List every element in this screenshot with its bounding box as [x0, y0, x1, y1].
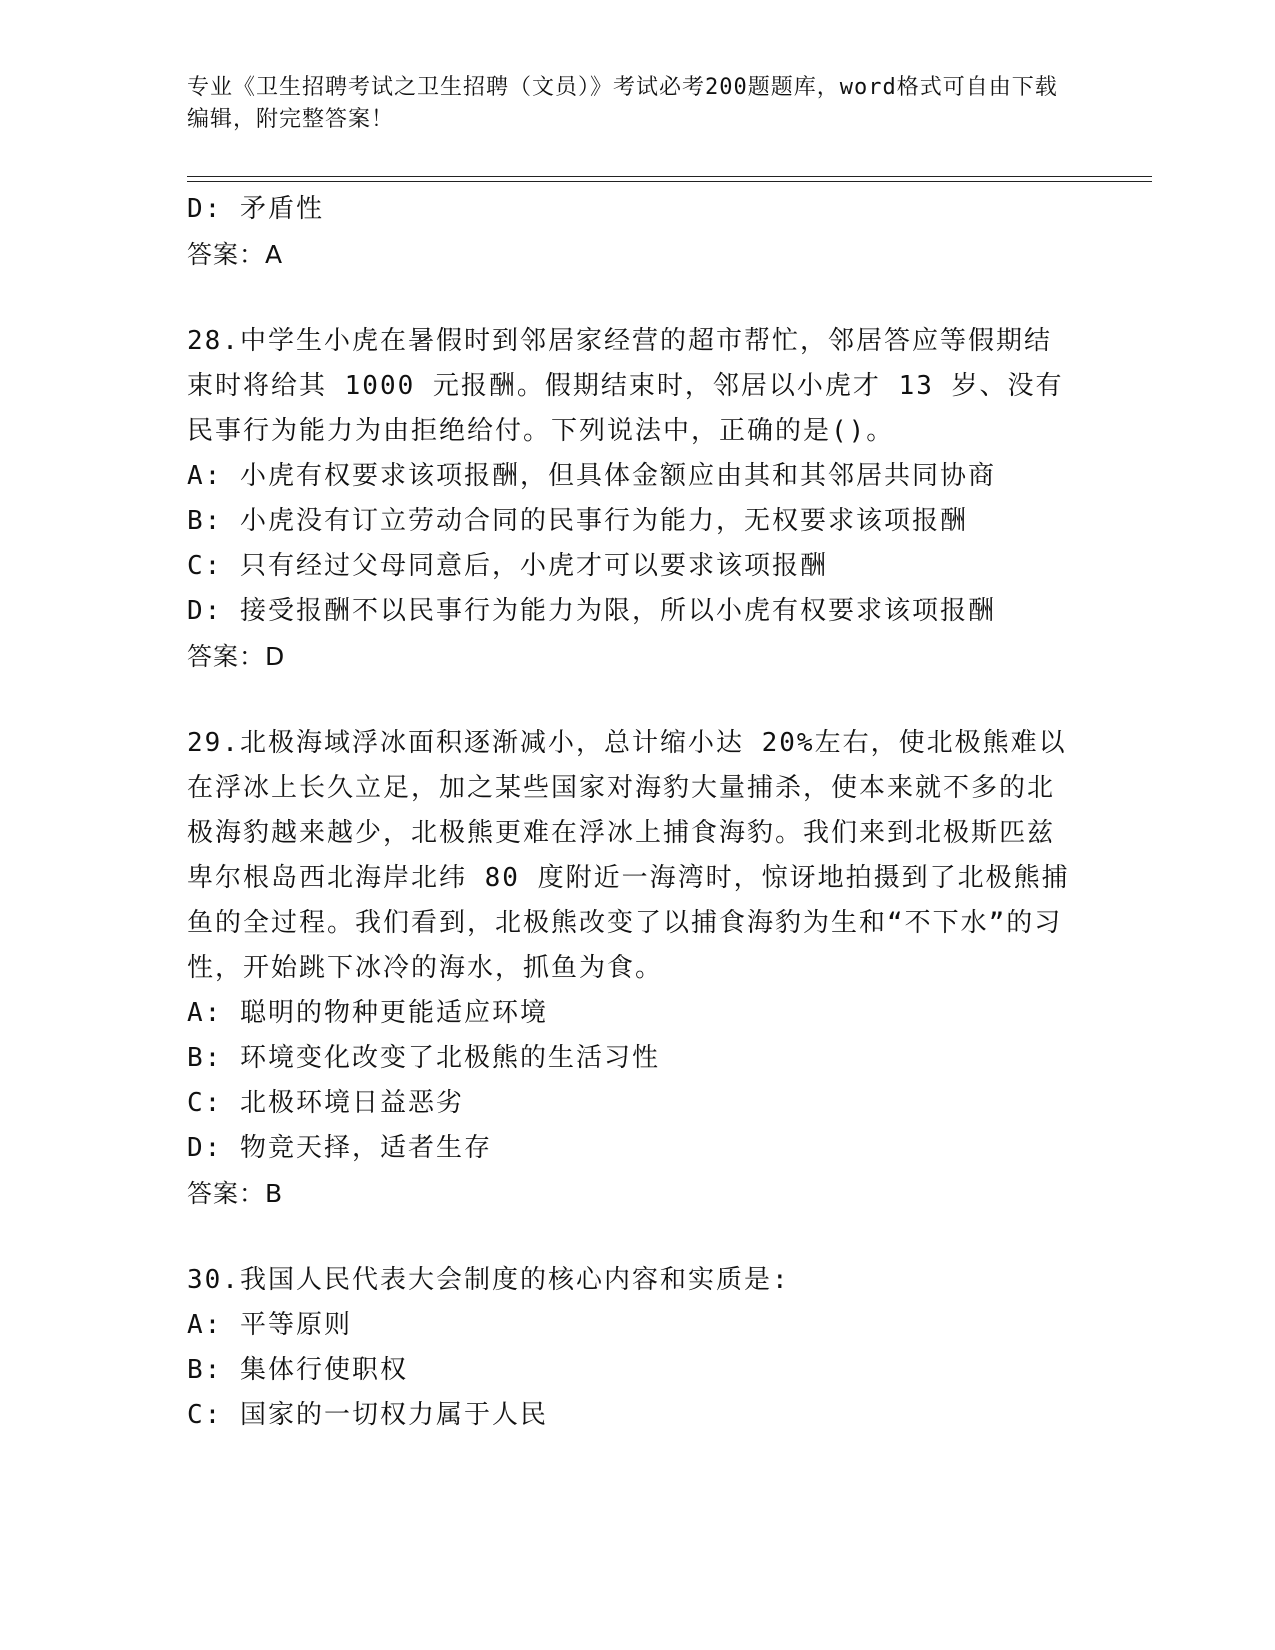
option-d: D: 物竞天择，适者生存 [187, 1133, 492, 1163]
option-a: A: 聪明的物种更能适应环境 [187, 998, 548, 1028]
answer-line: 答案：B [187, 1179, 284, 1208]
option-b: B: 小虎没有订立劳动合同的民事行为能力，无权要求该项报酬 [187, 506, 968, 536]
header-divider-bottom [187, 181, 1152, 182]
option-b: B: 环境变化改变了北极熊的生活习性 [187, 1043, 660, 1073]
header-divider-top [187, 176, 1152, 177]
question-list [187, 187, 1077, 1438]
option-a: A: 平等原则 [187, 1310, 352, 1340]
option-d: D: 接受报酬不以民事行为能力为限，所以小虎有权要求该项报酬 [187, 596, 996, 626]
question-30 [187, 1258, 1077, 1438]
option-c: C: 国家的一切权力属于人民 [187, 1400, 548, 1430]
answer-line: 答案：D [187, 642, 286, 671]
question-stem: 29.北极海域浮冰面积逐渐减小，总计缩小达 20%左右，使北极熊难以在浮冰上长久立足，加之某些国家对海豹大量捕杀，使本来就不多的北极海豹越来越少，北极熊更难在浮冰上捕食海豹。我们来到北极斯匹兹卑尔根岛西北海岸北纬 80 度附近一海湾时，惊讶地拍摄到了北极熊捕鱼的全过程。我们看到，北极熊改变了以捕食海豹为生和“不下水”的习性，开始跳下冰冷的海水，抓鱼为食。 [187, 728, 1070, 983]
document-header: 专业《卫生招聘考试之卫生招聘（文员）》考试必考200题题库，word格式可自由下载编辑，附完整答案！ [187, 75, 1058, 132]
option-b: B: 集体行使职权 [187, 1355, 408, 1385]
option-a: A: 小虎有权要求该项报酬，但具体金额应由其和其邻居共同协商 [187, 461, 996, 491]
option-d: D: 矛盾性 [187, 194, 324, 224]
question-27-tail [187, 187, 1077, 277]
answer-line: 答案：A [187, 240, 284, 269]
option-c: C: 只有经过父母同意后，小虎才可以要求该项报酬 [187, 551, 828, 581]
question-stem: 28.中学生小虎在暑假时到邻居家经营的超市帮忙，邻居答应等假期结束时将给其 1000 元报酬。假期结束时，邻居以小虎才 13 岁、没有民事行为能力为由拒绝给付。下列说法中，正确的是()。 [187, 326, 1064, 446]
option-c: C: 北极环境日益恶劣 [187, 1088, 464, 1118]
question-29 [187, 721, 1077, 1216]
question-28 [187, 319, 1077, 679]
question-stem: 30.我国人民代表大会制度的核心内容和实质是: [187, 1265, 790, 1295]
